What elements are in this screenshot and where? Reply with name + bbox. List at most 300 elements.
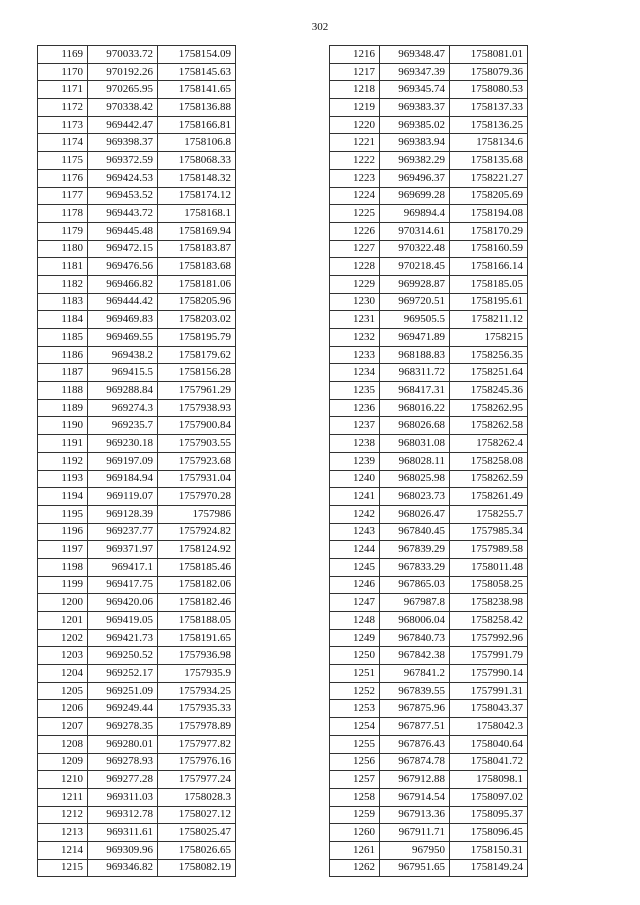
y-coordinate-cell: 1758185.46 (158, 558, 236, 576)
point-number-cell: 1251 (330, 665, 380, 683)
point-number-cell: 1170 (38, 63, 88, 81)
y-coordinate-cell: 1758262.4 (450, 435, 528, 453)
x-coordinate-cell: 969445.48 (88, 222, 158, 240)
y-coordinate-cell: 1758141.65 (158, 81, 236, 99)
table-row (330, 523, 528, 541)
x-coordinate-cell: 968031.08 (380, 435, 450, 453)
table-row (330, 612, 528, 630)
point-number-cell: 1204 (38, 665, 88, 683)
x-coordinate-cell: 967840.45 (380, 523, 450, 541)
x-coordinate-cell: 968026.68 (380, 417, 450, 435)
point-number-cell: 1183 (38, 293, 88, 311)
x-coordinate-cell: 969249.44 (88, 700, 158, 718)
table-row (330, 488, 528, 506)
point-number-cell: 1176 (38, 169, 88, 187)
y-coordinate-cell: 1757991.79 (450, 647, 528, 665)
point-number-cell: 1217 (330, 63, 380, 81)
y-coordinate-cell: 1758258.08 (450, 452, 528, 470)
y-coordinate-cell: 1757931.04 (158, 470, 236, 488)
point-number-cell: 1188 (38, 382, 88, 400)
point-number-cell: 1257 (330, 771, 380, 789)
y-coordinate-cell: 1758106.8 (158, 134, 236, 152)
point-number-cell: 1174 (38, 134, 88, 152)
y-coordinate-cell: 1757978.89 (158, 718, 236, 736)
x-coordinate-cell: 969311.61 (88, 824, 158, 842)
x-coordinate-cell: 968023.73 (380, 488, 450, 506)
x-coordinate-cell: 969184.94 (88, 470, 158, 488)
point-number-cell: 1209 (38, 753, 88, 771)
point-number-cell: 1219 (330, 99, 380, 117)
y-coordinate-cell: 1758160.59 (450, 240, 528, 258)
y-coordinate-cell: 1757989.58 (450, 541, 528, 559)
x-coordinate-cell: 967987.8 (380, 594, 450, 612)
x-coordinate-cell: 969274.3 (88, 399, 158, 417)
y-coordinate-cell: 1758166.14 (450, 258, 528, 276)
table-row (330, 364, 528, 382)
point-number-cell: 1178 (38, 205, 88, 223)
point-number-cell: 1177 (38, 187, 88, 205)
point-number-cell: 1249 (330, 629, 380, 647)
table-row (38, 346, 236, 364)
y-coordinate-cell: 1758080.53 (450, 81, 528, 99)
table-row (38, 682, 236, 700)
y-coordinate-cell: 1758156.28 (158, 364, 236, 382)
y-coordinate-cell: 1758082.19 (158, 859, 236, 877)
table-row (330, 541, 528, 559)
x-coordinate-cell: 969505.5 (380, 311, 450, 329)
point-number-cell: 1186 (38, 346, 88, 364)
point-number-cell: 1207 (38, 718, 88, 736)
point-number-cell: 1185 (38, 329, 88, 347)
y-coordinate-cell: 1758068.33 (158, 152, 236, 170)
x-coordinate-cell: 967841.2 (380, 665, 450, 683)
y-coordinate-cell: 1758195.79 (158, 329, 236, 347)
table-row (330, 788, 528, 806)
x-coordinate-cell: 969383.94 (380, 134, 450, 152)
table-row (330, 665, 528, 683)
point-number-cell: 1223 (330, 169, 380, 187)
point-number-cell: 1220 (330, 116, 380, 134)
point-number-cell: 1261 (330, 841, 380, 859)
table-row (38, 134, 236, 152)
point-number-cell: 1196 (38, 523, 88, 541)
point-number-cell: 1208 (38, 735, 88, 753)
x-coordinate-cell: 969420.06 (88, 594, 158, 612)
point-number-cell: 1187 (38, 364, 88, 382)
point-number-cell: 1256 (330, 753, 380, 771)
table-row (330, 81, 528, 99)
table-row (330, 46, 528, 64)
table-row (38, 99, 236, 117)
x-coordinate-cell: 969371.97 (88, 541, 158, 559)
x-coordinate-cell: 969250.52 (88, 647, 158, 665)
point-number-cell: 1197 (38, 541, 88, 559)
x-coordinate-cell: 969278.93 (88, 753, 158, 771)
x-coordinate-cell: 969312.78 (88, 806, 158, 824)
point-number-cell: 1262 (330, 859, 380, 877)
y-coordinate-cell: 1758170.29 (450, 222, 528, 240)
x-coordinate-cell: 967911.71 (380, 824, 450, 842)
x-coordinate-cell: 969230.18 (88, 435, 158, 453)
y-coordinate-cell: 1758262.95 (450, 399, 528, 417)
x-coordinate-cell: 969472.15 (88, 240, 158, 258)
x-coordinate-cell: 969928.87 (380, 275, 450, 293)
y-coordinate-cell: 1758182.06 (158, 576, 236, 594)
x-coordinate-cell: 969419.05 (88, 612, 158, 630)
table-row (330, 859, 528, 877)
table-row (330, 771, 528, 789)
table-row (38, 81, 236, 99)
table-row (38, 169, 236, 187)
y-coordinate-cell: 1757961.29 (158, 382, 236, 400)
table-row (38, 222, 236, 240)
point-number-cell: 1239 (330, 452, 380, 470)
point-number-cell: 1250 (330, 647, 380, 665)
table-row (330, 576, 528, 594)
table-row (38, 399, 236, 417)
y-coordinate-cell: 1758182.46 (158, 594, 236, 612)
x-coordinate-cell: 967833.29 (380, 558, 450, 576)
table-row (38, 824, 236, 842)
x-coordinate-cell: 969894.4 (380, 205, 450, 223)
table-row (38, 382, 236, 400)
x-coordinate-cell: 969382.29 (380, 152, 450, 170)
y-coordinate-cell: 1758028.3 (158, 788, 236, 806)
y-coordinate-cell: 1758179.62 (158, 346, 236, 364)
table-row (330, 806, 528, 824)
point-number-cell: 1218 (330, 81, 380, 99)
x-coordinate-cell: 969348.47 (380, 46, 450, 64)
point-number-cell: 1201 (38, 612, 88, 630)
x-coordinate-cell: 968311.72 (380, 364, 450, 382)
y-coordinate-cell: 1757990.14 (450, 665, 528, 683)
y-coordinate-cell: 1757924.82 (158, 523, 236, 541)
x-coordinate-cell: 969235.7 (88, 417, 158, 435)
table-row (330, 452, 528, 470)
y-coordinate-cell: 1758183.68 (158, 258, 236, 276)
table-row (38, 311, 236, 329)
x-coordinate-cell: 970218.45 (380, 258, 450, 276)
point-number-cell: 1260 (330, 824, 380, 842)
table-row (38, 435, 236, 453)
point-number-cell: 1173 (38, 116, 88, 134)
point-number-cell: 1258 (330, 788, 380, 806)
y-coordinate-cell: 1758042.3 (450, 718, 528, 736)
x-coordinate-cell: 969280.01 (88, 735, 158, 753)
table-row (330, 435, 528, 453)
table-row (330, 116, 528, 134)
x-coordinate-cell: 968016.22 (380, 399, 450, 417)
y-coordinate-cell: 1757903.55 (158, 435, 236, 453)
point-number-cell: 1171 (38, 81, 88, 99)
x-coordinate-cell: 967842.38 (380, 647, 450, 665)
table-row (38, 46, 236, 64)
point-number-cell: 1190 (38, 417, 88, 435)
y-coordinate-cell: 1758238.98 (450, 594, 528, 612)
table-row (330, 152, 528, 170)
point-number-cell: 1212 (38, 806, 88, 824)
y-coordinate-cell: 1758145.63 (158, 63, 236, 81)
point-number-cell: 1215 (38, 859, 88, 877)
table-row (38, 718, 236, 736)
table-row (38, 63, 236, 81)
x-coordinate-cell: 967839.55 (380, 682, 450, 700)
table-row (38, 558, 236, 576)
y-coordinate-cell: 1757977.24 (158, 771, 236, 789)
x-coordinate-cell: 967951.65 (380, 859, 450, 877)
table-row (38, 541, 236, 559)
point-number-cell: 1235 (330, 382, 380, 400)
x-coordinate-cell: 970033.72 (88, 46, 158, 64)
x-coordinate-cell: 967865.03 (380, 576, 450, 594)
y-coordinate-cell: 1758095.37 (450, 806, 528, 824)
point-number-cell: 1255 (330, 735, 380, 753)
point-number-cell: 1193 (38, 470, 88, 488)
x-coordinate-cell: 970192.26 (88, 63, 158, 81)
table-row (38, 700, 236, 718)
y-coordinate-cell: 1757936.98 (158, 647, 236, 665)
x-coordinate-cell: 969347.39 (380, 63, 450, 81)
point-number-cell: 1189 (38, 399, 88, 417)
table-row (38, 753, 236, 771)
point-number-cell: 1253 (330, 700, 380, 718)
y-coordinate-cell: 1758168.1 (158, 205, 236, 223)
x-coordinate-cell: 970322.48 (380, 240, 450, 258)
y-coordinate-cell: 1758169.94 (158, 222, 236, 240)
table-row (330, 346, 528, 364)
y-coordinate-cell: 1758134.6 (450, 134, 528, 152)
table-row (38, 523, 236, 541)
table-row (330, 735, 528, 753)
x-coordinate-cell: 970314.61 (380, 222, 450, 240)
x-coordinate-cell: 969442.47 (88, 116, 158, 134)
table-row (38, 205, 236, 223)
x-coordinate-cell: 969128.39 (88, 505, 158, 523)
point-number-cell: 1248 (330, 612, 380, 630)
y-coordinate-cell: 1758166.81 (158, 116, 236, 134)
x-coordinate-cell: 967840.73 (380, 629, 450, 647)
y-coordinate-cell: 1758098.1 (450, 771, 528, 789)
point-number-cell: 1231 (330, 311, 380, 329)
x-coordinate-cell: 969345.74 (380, 81, 450, 99)
table-row (38, 488, 236, 506)
x-coordinate-cell: 967914.54 (380, 788, 450, 806)
x-coordinate-cell: 967877.51 (380, 718, 450, 736)
point-number-cell: 1214 (38, 841, 88, 859)
table-row (330, 629, 528, 647)
y-coordinate-cell: 1758262.58 (450, 417, 528, 435)
point-number-cell: 1181 (38, 258, 88, 276)
point-number-cell: 1240 (330, 470, 380, 488)
y-coordinate-cell: 1758181.06 (158, 275, 236, 293)
point-number-cell: 1234 (330, 364, 380, 382)
table-row (330, 718, 528, 736)
x-coordinate-cell: 969252.17 (88, 665, 158, 683)
point-number-cell: 1216 (330, 46, 380, 64)
x-coordinate-cell: 967912.88 (380, 771, 450, 789)
y-coordinate-cell: 1757935.9 (158, 665, 236, 683)
point-number-cell: 1228 (330, 258, 380, 276)
y-coordinate-cell: 1757976.16 (158, 753, 236, 771)
y-coordinate-cell: 1758256.35 (450, 346, 528, 364)
point-number-cell: 1172 (38, 99, 88, 117)
y-coordinate-cell: 1757992.96 (450, 629, 528, 647)
x-coordinate-cell: 969383.37 (380, 99, 450, 117)
point-number-cell: 1224 (330, 187, 380, 205)
point-number-cell: 1169 (38, 46, 88, 64)
y-coordinate-cell: 1758194.08 (450, 205, 528, 223)
table-row (38, 452, 236, 470)
x-coordinate-cell: 969197.09 (88, 452, 158, 470)
table-row (38, 329, 236, 347)
point-number-cell: 1242 (330, 505, 380, 523)
x-coordinate-cell: 967913.36 (380, 806, 450, 824)
x-coordinate-cell: 969251.09 (88, 682, 158, 700)
table-row (38, 152, 236, 170)
table-row (330, 275, 528, 293)
table-row (38, 594, 236, 612)
y-coordinate-cell: 1758205.69 (450, 187, 528, 205)
x-coordinate-cell: 969346.82 (88, 859, 158, 877)
y-coordinate-cell: 1758262.59 (450, 470, 528, 488)
table-row (330, 222, 528, 240)
table-row (38, 293, 236, 311)
x-coordinate-cell: 969311.03 (88, 788, 158, 806)
y-coordinate-cell: 1757938.93 (158, 399, 236, 417)
y-coordinate-cell: 1758150.31 (450, 841, 528, 859)
table-row (330, 682, 528, 700)
y-coordinate-cell: 1758251.64 (450, 364, 528, 382)
point-number-cell: 1192 (38, 452, 88, 470)
table-row (330, 417, 528, 435)
point-number-cell: 1179 (38, 222, 88, 240)
y-coordinate-cell: 1758124.92 (158, 541, 236, 559)
x-coordinate-cell: 969453.52 (88, 187, 158, 205)
y-coordinate-cell: 1757985.34 (450, 523, 528, 541)
x-coordinate-cell: 969278.35 (88, 718, 158, 736)
y-coordinate-cell: 1758255.7 (450, 505, 528, 523)
x-coordinate-cell: 969417.75 (88, 576, 158, 594)
table-row (330, 169, 528, 187)
y-coordinate-cell: 1758185.05 (450, 275, 528, 293)
x-coordinate-cell: 970265.95 (88, 81, 158, 99)
point-number-cell: 1226 (330, 222, 380, 240)
table-row (38, 470, 236, 488)
y-coordinate-cell: 1758261.49 (450, 488, 528, 506)
point-number-cell: 1210 (38, 771, 88, 789)
point-number-cell: 1198 (38, 558, 88, 576)
y-coordinate-cell: 1757970.28 (158, 488, 236, 506)
x-coordinate-cell: 969699.28 (380, 187, 450, 205)
table-row (38, 647, 236, 665)
x-coordinate-cell: 969471.89 (380, 329, 450, 347)
y-coordinate-cell: 1758043.37 (450, 700, 528, 718)
table-row (38, 735, 236, 753)
y-coordinate-cell: 1758025.47 (158, 824, 236, 842)
y-coordinate-cell: 1758040.64 (450, 735, 528, 753)
point-number-cell: 1211 (38, 788, 88, 806)
table-row (330, 647, 528, 665)
x-coordinate-cell: 967875.96 (380, 700, 450, 718)
point-number-cell: 1206 (38, 700, 88, 718)
coordinates-table-right (329, 45, 528, 877)
point-number-cell: 1191 (38, 435, 88, 453)
y-coordinate-cell: 1758081.01 (450, 46, 528, 64)
x-coordinate-cell: 969277.28 (88, 771, 158, 789)
x-coordinate-cell: 969444.42 (88, 293, 158, 311)
point-number-cell: 1221 (330, 134, 380, 152)
table-row (330, 558, 528, 576)
y-coordinate-cell: 1758183.87 (158, 240, 236, 258)
x-coordinate-cell: 968188.83 (380, 346, 450, 364)
y-coordinate-cell: 1758136.25 (450, 116, 528, 134)
table-row (38, 417, 236, 435)
table-row (38, 841, 236, 859)
table-row (330, 134, 528, 152)
table-row (38, 240, 236, 258)
table-row (38, 116, 236, 134)
y-coordinate-cell: 1758203.02 (158, 311, 236, 329)
point-number-cell: 1194 (38, 488, 88, 506)
y-coordinate-cell: 1758041.72 (450, 753, 528, 771)
table-row (38, 665, 236, 683)
x-coordinate-cell: 969372.59 (88, 152, 158, 170)
point-number-cell: 1245 (330, 558, 380, 576)
point-number-cell: 1227 (330, 240, 380, 258)
y-coordinate-cell: 1757977.82 (158, 735, 236, 753)
x-coordinate-cell: 968417.31 (380, 382, 450, 400)
table-row (330, 240, 528, 258)
table-row (38, 629, 236, 647)
x-coordinate-cell: 969385.02 (380, 116, 450, 134)
table-row (330, 311, 528, 329)
x-coordinate-cell: 967950 (380, 841, 450, 859)
point-number-cell: 1230 (330, 293, 380, 311)
x-coordinate-cell: 969309.96 (88, 841, 158, 859)
y-coordinate-cell: 1757900.84 (158, 417, 236, 435)
point-number-cell: 1199 (38, 576, 88, 594)
y-coordinate-cell: 1757923.68 (158, 452, 236, 470)
y-coordinate-cell: 1758136.88 (158, 99, 236, 117)
point-number-cell: 1252 (330, 682, 380, 700)
point-number-cell: 1232 (330, 329, 380, 347)
point-number-cell: 1175 (38, 152, 88, 170)
point-number-cell: 1195 (38, 505, 88, 523)
x-coordinate-cell: 968028.11 (380, 452, 450, 470)
point-number-cell: 1229 (330, 275, 380, 293)
y-coordinate-cell: 1758026.65 (158, 841, 236, 859)
x-coordinate-cell: 969469.83 (88, 311, 158, 329)
point-number-cell: 1244 (330, 541, 380, 559)
x-coordinate-cell: 968026.47 (380, 505, 450, 523)
y-coordinate-cell: 1758027.12 (158, 806, 236, 824)
point-number-cell: 1180 (38, 240, 88, 258)
y-coordinate-cell: 1758096.45 (450, 824, 528, 842)
point-number-cell: 1225 (330, 205, 380, 223)
point-number-cell: 1233 (330, 346, 380, 364)
y-coordinate-cell: 1757935.33 (158, 700, 236, 718)
y-coordinate-cell: 1758079.36 (450, 63, 528, 81)
table-row (330, 841, 528, 859)
table-row (330, 63, 528, 81)
table-row (330, 293, 528, 311)
table-row (330, 187, 528, 205)
table-row (330, 470, 528, 488)
table-row (38, 576, 236, 594)
y-coordinate-cell: 1758245.36 (450, 382, 528, 400)
table-row (330, 399, 528, 417)
table-row (38, 788, 236, 806)
